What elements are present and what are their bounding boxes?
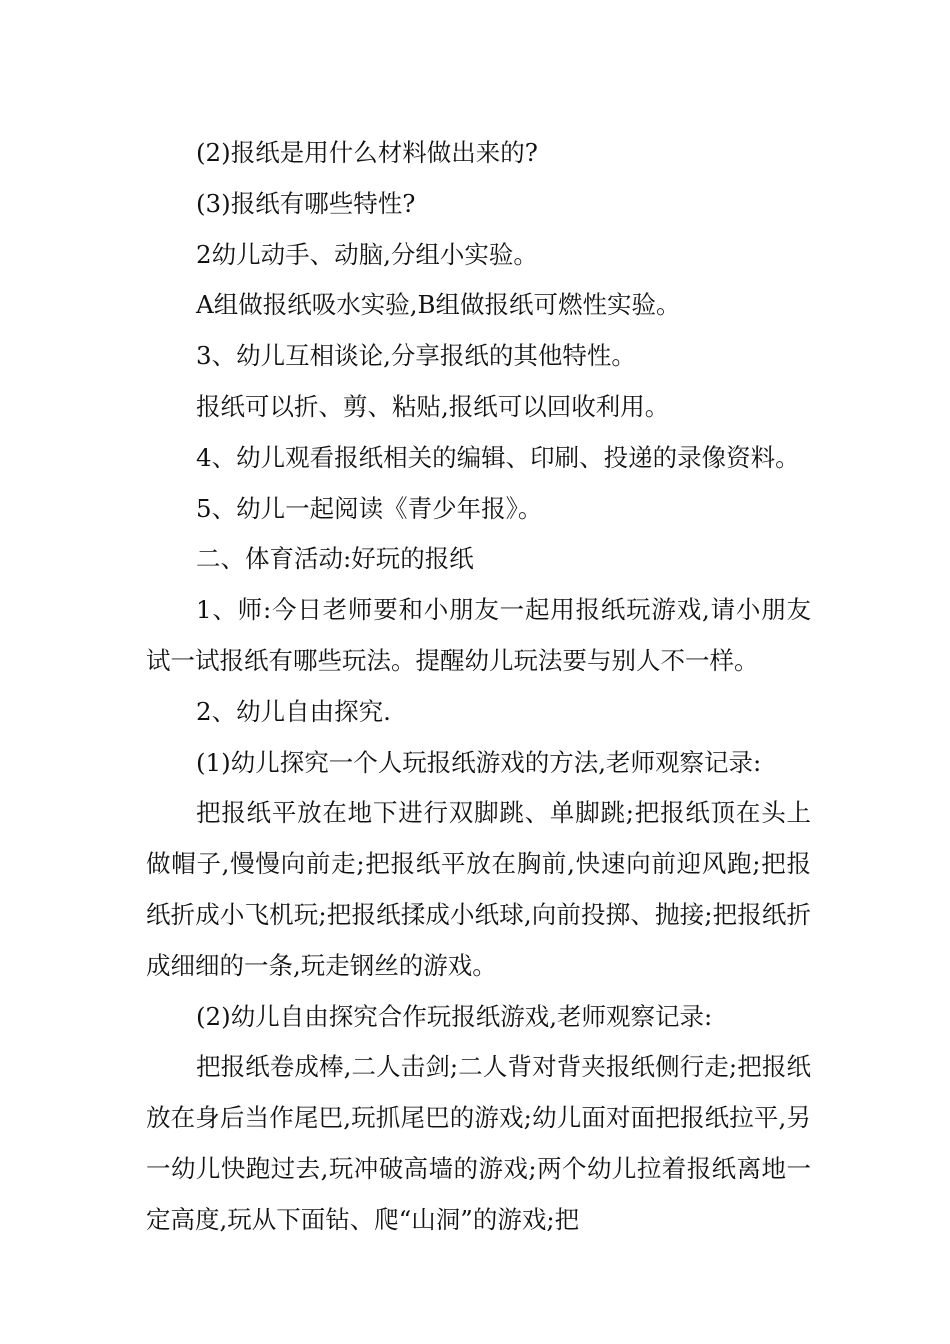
paragraph: (1)幼儿探究一个人玩报纸游戏的方法,老师观察记录:	[196, 747, 762, 777]
paragraph: (3)报纸有哪些特性?	[196, 188, 416, 218]
paragraph: 3、幼儿互相谈论,分享报纸的其他特性。	[196, 341, 636, 371]
paragraph: 报纸可以折、剪、粘贴,报纸可以回收利用。	[196, 391, 670, 421]
paragraph: 2、幼儿自由探究.	[196, 696, 391, 726]
paragraph: 2幼儿动手、动脑,分组小实验。	[196, 239, 538, 269]
paragraph: (2)幼儿自由探究合作玩报纸游戏,老师观察记录:	[196, 1001, 713, 1031]
paragraph: 把报纸卷成棒,二人击剑;二人背对背夹报纸侧行走;把报纸放在身后当作尾巴,玩抓尾巴的游戏;幼儿面对面把报纸拉平,另一幼儿快跑过去,玩冲破高墙的游戏;两个幼儿拉着报纸离地一定高度,玩从下面钻、爬“山洞”的游戏;把	[146, 1052, 811, 1234]
paragraph: 4、幼儿观看报纸相关的编辑、印刷、投递的录像资料。	[196, 442, 800, 472]
paragraph: A组做报纸吸水实验,B组做报纸可燃性实验。	[196, 290, 681, 320]
paragraph: 1、师:今日老师要和小朋友一起用报纸玩游戏,请小朋友试一试报纸有哪些玩法。提醒幼儿玩法要与别人不一样。	[146, 595, 811, 675]
paragraph: 把报纸平放在地下进行双脚跳、单脚跳;把报纸顶在头上做帽子,慢慢向前走;把报纸平放在胸前,快速向前迎风跑;把报纸折成小飞机玩;把报纸揉成小纸球,向前投掷、抛接;把报纸折成细细的一条,玩走钢丝的游戏。	[146, 798, 811, 980]
paragraph: (2)报纸是用什么材料做出来的?	[196, 138, 538, 167]
paragraph: 5、幼儿一起阅读《青少年报》。	[196, 493, 543, 523]
section-heading: 二、体育活动:好玩的报纸	[196, 544, 474, 574]
document-body	[146, 128, 811, 1246]
